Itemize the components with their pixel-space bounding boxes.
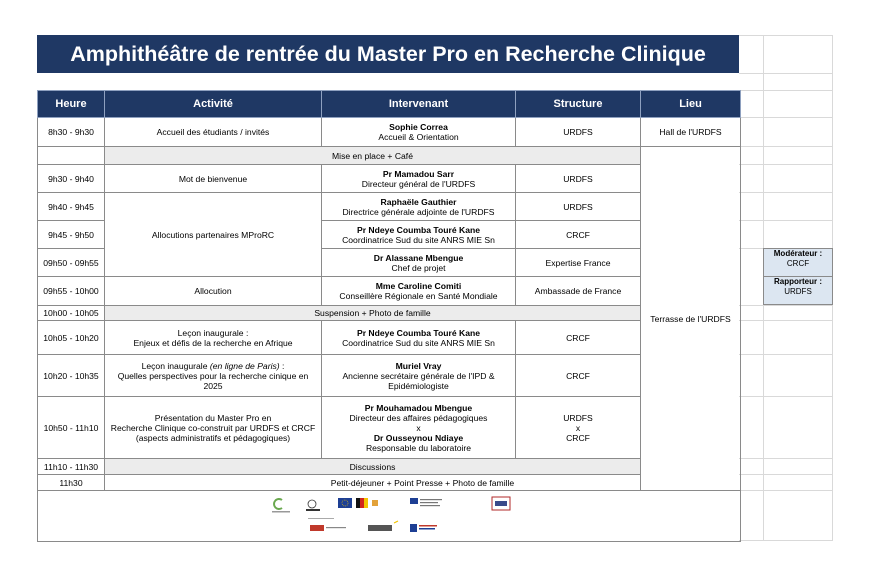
column-header-heure: Heure	[38, 91, 105, 118]
speaker-name: Dr Alassane Mbengue	[373, 252, 464, 263]
cell-time: 11h30	[38, 475, 105, 491]
grid-line	[739, 90, 833, 91]
cell-structure: CRCF	[516, 221, 641, 249]
partner-logos	[260, 492, 530, 540]
grid-line	[739, 396, 833, 397]
speaker-name: Mme Caroline Comiti	[375, 281, 462, 291]
separator-x: x	[416, 422, 421, 433]
activity-line: Recherche Clinique co-construit par URDFS et CRCF	[110, 422, 316, 433]
table-row	[38, 165, 741, 193]
cell-activity: Allocutions partenaires MProRC	[105, 193, 322, 277]
activity-line: Leçon inaugurale	[141, 360, 210, 371]
table-row	[38, 475, 741, 491]
column-header-lieu: Lieu	[641, 91, 741, 118]
activity-line: :	[279, 360, 285, 371]
table-row	[38, 397, 741, 459]
page-title: Amphithéâtre de rentrée du Master Pro en Recherche Clinique	[37, 35, 739, 73]
cell-speaker	[322, 249, 516, 277]
cell-structure: CRCF	[516, 355, 641, 397]
column-header-intervenant: Intervenant	[322, 91, 516, 118]
rapporteur-value: URDFS	[784, 287, 812, 296]
logo-eu-flag	[338, 498, 352, 508]
grid-line	[739, 146, 833, 147]
table-row	[38, 147, 741, 165]
speaker-role: Conseillère Régionale en Santé Mondiale	[339, 291, 498, 301]
logo-expertise-france	[410, 524, 417, 532]
table-row	[38, 193, 741, 221]
logo-mark	[372, 500, 378, 506]
cell-speaker	[322, 221, 516, 249]
logo-green-c	[274, 499, 282, 509]
speaker-role: Accueil & Orientation	[378, 132, 459, 142]
cell-activity	[105, 355, 322, 397]
moderateur-label: Modérateur :	[773, 249, 823, 258]
cell-speaker	[322, 118, 516, 147]
grid-line	[739, 354, 833, 355]
grid-line	[739, 474, 833, 475]
structure-line: CRCF	[566, 432, 590, 443]
cell-speaker	[322, 397, 516, 459]
grid-line	[739, 490, 833, 491]
logo-global-gateway	[308, 500, 316, 508]
cell-structure: CRCF	[516, 321, 641, 355]
cell-time	[38, 147, 105, 165]
activity-line-italic: (en ligne de Paris)	[209, 360, 280, 371]
speaker-name: Raphaële Gauthier	[380, 196, 457, 207]
cell-time: 09h55 - 10h00	[38, 277, 105, 306]
speaker-role: Ancienne secrétaire générale de l'IPD &	[342, 370, 495, 381]
grid-line	[739, 540, 833, 541]
cell-structure	[516, 397, 641, 459]
grid-line	[739, 220, 833, 221]
cell-speaker	[322, 165, 516, 193]
table-row	[38, 118, 741, 147]
speaker-role: Directeur général de l'URDFS	[361, 178, 476, 189]
activity-line: Leçon inaugurale :	[177, 327, 249, 338]
speaker-role: Coordinatrice Sud du site ANRS MIE Sn	[342, 234, 495, 245]
cell-time: 09h50 - 09h55	[38, 249, 105, 277]
speaker-name: Pr Mamadou Sarr	[382, 168, 455, 179]
grid-line	[739, 117, 833, 118]
moderateur-value: CRCF	[786, 259, 810, 268]
grid-line	[739, 320, 833, 321]
speaker-role: Directeur des affaires pédagogiques	[349, 412, 488, 423]
grid-line	[739, 73, 833, 74]
cell-activity: Mot de bienvenue	[105, 165, 322, 193]
table-row	[38, 277, 741, 306]
activity-line: (aspects administratifs et pédagogiques)	[135, 432, 291, 443]
cell-band: Discussions	[105, 459, 641, 475]
table-header-row	[38, 91, 741, 118]
activity-line: Présentation du Master Pro en	[154, 412, 272, 423]
speaker-name: Dr Ousseynou Ndiaye	[373, 432, 464, 443]
rapporteur-box	[763, 276, 833, 305]
activity-line: Quelles perspectives pour la recherche cinique en	[117, 370, 309, 381]
cell-band: Suspension + Photo de famille	[105, 306, 641, 321]
cell-lieu-terrasse: Terrasse de l'URDFS	[641, 147, 741, 491]
table-row	[38, 321, 741, 355]
structure-line: URDFS	[563, 412, 593, 423]
cell-speaker	[322, 277, 516, 306]
logo-flag	[356, 498, 360, 508]
speaker-name: Sophie Correa	[389, 122, 448, 132]
cell-speaker	[322, 193, 516, 221]
activity-line: Enjeux et défis de la recherche en Afrique	[133, 337, 293, 348]
speaker-role: Coordinatrice Sud du site ANRS MIE Sn	[342, 337, 495, 348]
table-row	[38, 459, 741, 475]
cell-time: 10h00 - 10h05	[38, 306, 105, 321]
grid-line	[739, 305, 833, 306]
cell-structure: Expertise France	[516, 249, 641, 277]
cell-time: 9h45 - 9h50	[38, 221, 105, 249]
cell-band: Mise en place + Café	[105, 147, 641, 165]
speaker-role: Responsable du laboratoire	[365, 442, 472, 453]
logo-republique-francaise	[410, 498, 418, 504]
cell-time: 10h05 - 10h20	[38, 321, 105, 355]
cell-activity: Allocution	[105, 277, 322, 306]
partner-logos-image	[260, 492, 530, 540]
logo-enabel	[368, 525, 392, 531]
column-header-structure: Structure	[516, 91, 641, 118]
program-table	[37, 90, 741, 542]
rapporteur-label: Rapporteur :	[774, 277, 822, 286]
grid-line	[739, 164, 833, 165]
grid-line	[739, 458, 833, 459]
cell-time: 10h20 - 10h35	[38, 355, 105, 397]
speaker-role: Directrice générale adjointe de l'URDFS	[342, 206, 495, 217]
cell-band: Petit-déjeuner + Point Presse + Photo de famille	[105, 475, 741, 491]
cell-structure: URDFS	[516, 165, 641, 193]
cell-time: 8h30 - 9h30	[38, 118, 105, 147]
grid-line	[739, 35, 833, 36]
speaker-name: Pr Mouhamadou Mbengue	[364, 402, 473, 413]
table-row	[38, 306, 741, 321]
logo-giz	[310, 525, 324, 531]
cell-time: 9h30 - 9h40	[38, 165, 105, 193]
speaker-role: Chef de projet	[391, 262, 446, 273]
speaker-name: Pr Ndeye Coumba Touré Kane	[356, 224, 481, 235]
table-row	[38, 355, 741, 397]
cell-speaker	[322, 321, 516, 355]
cell-activity	[105, 397, 322, 459]
cell-time: 9h40 - 9h45	[38, 193, 105, 221]
cell-structure: URDFS	[516, 118, 641, 147]
cell-structure: URDFS	[516, 193, 641, 221]
cell-speaker	[322, 355, 516, 397]
moderateur-box	[763, 248, 833, 277]
cell-activity: Accueil des étudiants / invités	[105, 118, 322, 147]
cell-time: 10h50 - 11h10	[38, 397, 105, 459]
grid-line	[739, 192, 833, 193]
cell-structure: Ambassade de France	[516, 277, 641, 306]
speaker-role: Epidémiologiste	[388, 380, 449, 391]
separator-x: x	[575, 422, 581, 433]
cell-activity	[105, 321, 322, 355]
speaker-name: Muriel Vray	[395, 360, 442, 371]
cell-time: 11h10 - 11h30	[38, 459, 105, 475]
activity-line: 2025	[203, 380, 223, 391]
speaker-name: Pr Ndeye Coumba Touré Kane	[356, 327, 481, 338]
cell-lieu: Hall de l'URDFS	[641, 118, 741, 147]
column-header-activite: Activité	[105, 91, 322, 118]
